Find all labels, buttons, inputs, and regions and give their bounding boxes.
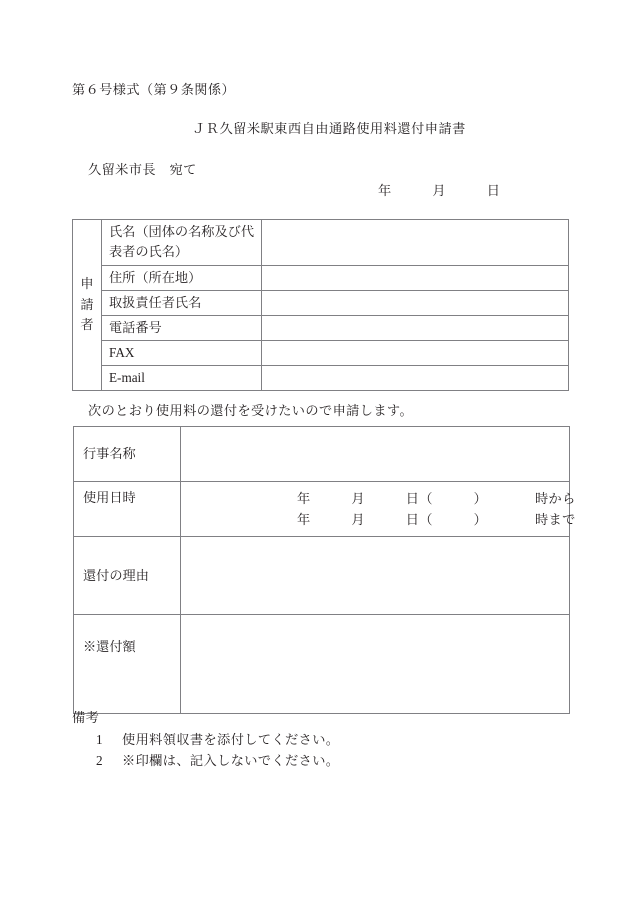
list-item: [96, 750, 339, 772]
detail-label-event-name: 行事名称: [74, 427, 181, 482]
remarks-section: [72, 707, 339, 772]
applicant-label-name: 氏名（団体の名称及び代表者の氏名）: [102, 220, 262, 266]
detail-label-refund-amount: ※還付額: [74, 615, 181, 714]
detail-field-event-name[interactable]: [181, 427, 570, 482]
applicant-field-address[interactable]: [262, 266, 569, 291]
datetime-line-to: 年 月 日（ ） 時まで: [297, 512, 576, 528]
addressee-line: 久留米市長 宛て: [88, 162, 197, 177]
applicant-field-fax[interactable]: [262, 341, 569, 366]
table-row: [73, 366, 569, 391]
applicant-field-email[interactable]: [262, 366, 569, 391]
table-row: [74, 427, 570, 482]
request-sentence: 次のとおり使用料の還付を受けたいので申請します。: [88, 403, 414, 418]
table-row: [73, 316, 569, 341]
remarks-list: [72, 729, 339, 772]
table-row: [73, 220, 569, 266]
refund-detail-table: [73, 426, 576, 714]
table-row: [73, 341, 569, 366]
detail-label-usage-datetime: 使用日時: [74, 482, 181, 537]
list-item: [96, 729, 339, 751]
remarks-item-number-2: 2: [96, 753, 103, 769]
table-row: [73, 291, 569, 316]
datetime-entry-lines: [181, 482, 576, 531]
detail-field-usage-datetime[interactable]: [181, 482, 576, 537]
applicant-label-address: 住所（所在地）: [102, 266, 262, 291]
form-number: 第６号様式（第９条関係）: [72, 82, 236, 97]
table-row: [74, 482, 570, 537]
applicant-field-name[interactable]: [262, 220, 569, 266]
applicant-field-manager[interactable]: [262, 291, 569, 316]
applicant-vertical-label: [73, 220, 102, 391]
remarks-title: 備考: [72, 710, 100, 725]
applicant-label-char-1: 申: [80, 276, 94, 292]
detail-field-refund-amount[interactable]: [181, 615, 570, 714]
datetime-line-from: 年 月 日（ ） 時から: [297, 491, 576, 506]
applicant-label-fax: FAX: [102, 341, 262, 366]
remarks-item-number-1: 1: [96, 731, 103, 747]
table-row: [74, 615, 570, 714]
table-row: [74, 537, 570, 615]
remarks-item-text-2: ※印欄は、記入しないでください。: [122, 753, 340, 769]
detail-field-refund-reason[interactable]: [181, 537, 570, 615]
applicant-field-phone[interactable]: [262, 316, 569, 341]
detail-label-refund-reason: 還付の理由: [74, 537, 181, 615]
applicant-label-manager: 取扱責任者氏名: [102, 291, 262, 316]
applicant-label-char-3: 者: [80, 317, 94, 333]
applicant-table: [72, 219, 569, 391]
applicant-label-char-2: 請: [80, 296, 94, 312]
document-title: ＪＲ久留米駅東西自由通路使用料還付申請書: [192, 121, 466, 136]
remarks-item-text-1: 使用料領収書を添付してください。: [122, 731, 340, 747]
table-row: [73, 266, 569, 291]
applicant-label-phone: 電話番号: [102, 316, 262, 341]
date-entry-line: 年 月 日: [378, 183, 501, 198]
applicant-label-email: E-mail: [102, 366, 262, 391]
